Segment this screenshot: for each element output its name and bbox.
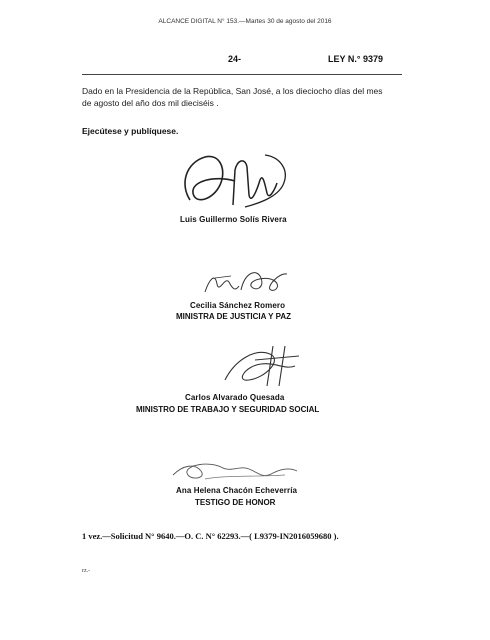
dado-paragraph xyxy=(82,85,412,109)
gazette-header: ALCANCE DIGITAL N° 153.—Martes 30 de agosto del 2016 xyxy=(158,18,332,25)
header-divider xyxy=(82,74,402,75)
signatory-name-4: Ana Helena Chacón Echeverría xyxy=(176,486,298,495)
ejecutese-heading: Ejecútese y publíquese. xyxy=(82,126,179,136)
signatory-name-1: Luis Guillermo Solís Rivera xyxy=(180,215,287,224)
signatory-role-3: MINISTRO DE TRABAJO Y SEGURIDAD SOCIAL xyxy=(136,405,320,414)
dado-line-2: de agosto del año dos mil dieciséis . xyxy=(82,98,219,108)
labor-minister-signature xyxy=(215,340,305,390)
signatory-name-2: Cecilia Sánchez Romero xyxy=(190,301,286,310)
signatory-role-2: MINISTRA DE JUSTICIA Y PAZ xyxy=(176,312,291,321)
page-number: 24- xyxy=(228,54,242,64)
signatory-role-4: TESTIGO DE HONOR xyxy=(195,498,276,507)
publication-note: 1 vez.—Solicitud N° 9640.—O. C. N° 62293.—( L9379-IN2016059680 ). xyxy=(82,531,339,541)
typist-initials: rz.- xyxy=(82,568,91,574)
signatory-name-3: Carlos Alvarado Quesada xyxy=(185,393,285,402)
dado-line-1: Dado en la Presidencia de la República, San José, a los dieciocho días del mes xyxy=(82,86,383,96)
law-number: LEY N.° 9379 xyxy=(328,54,383,64)
